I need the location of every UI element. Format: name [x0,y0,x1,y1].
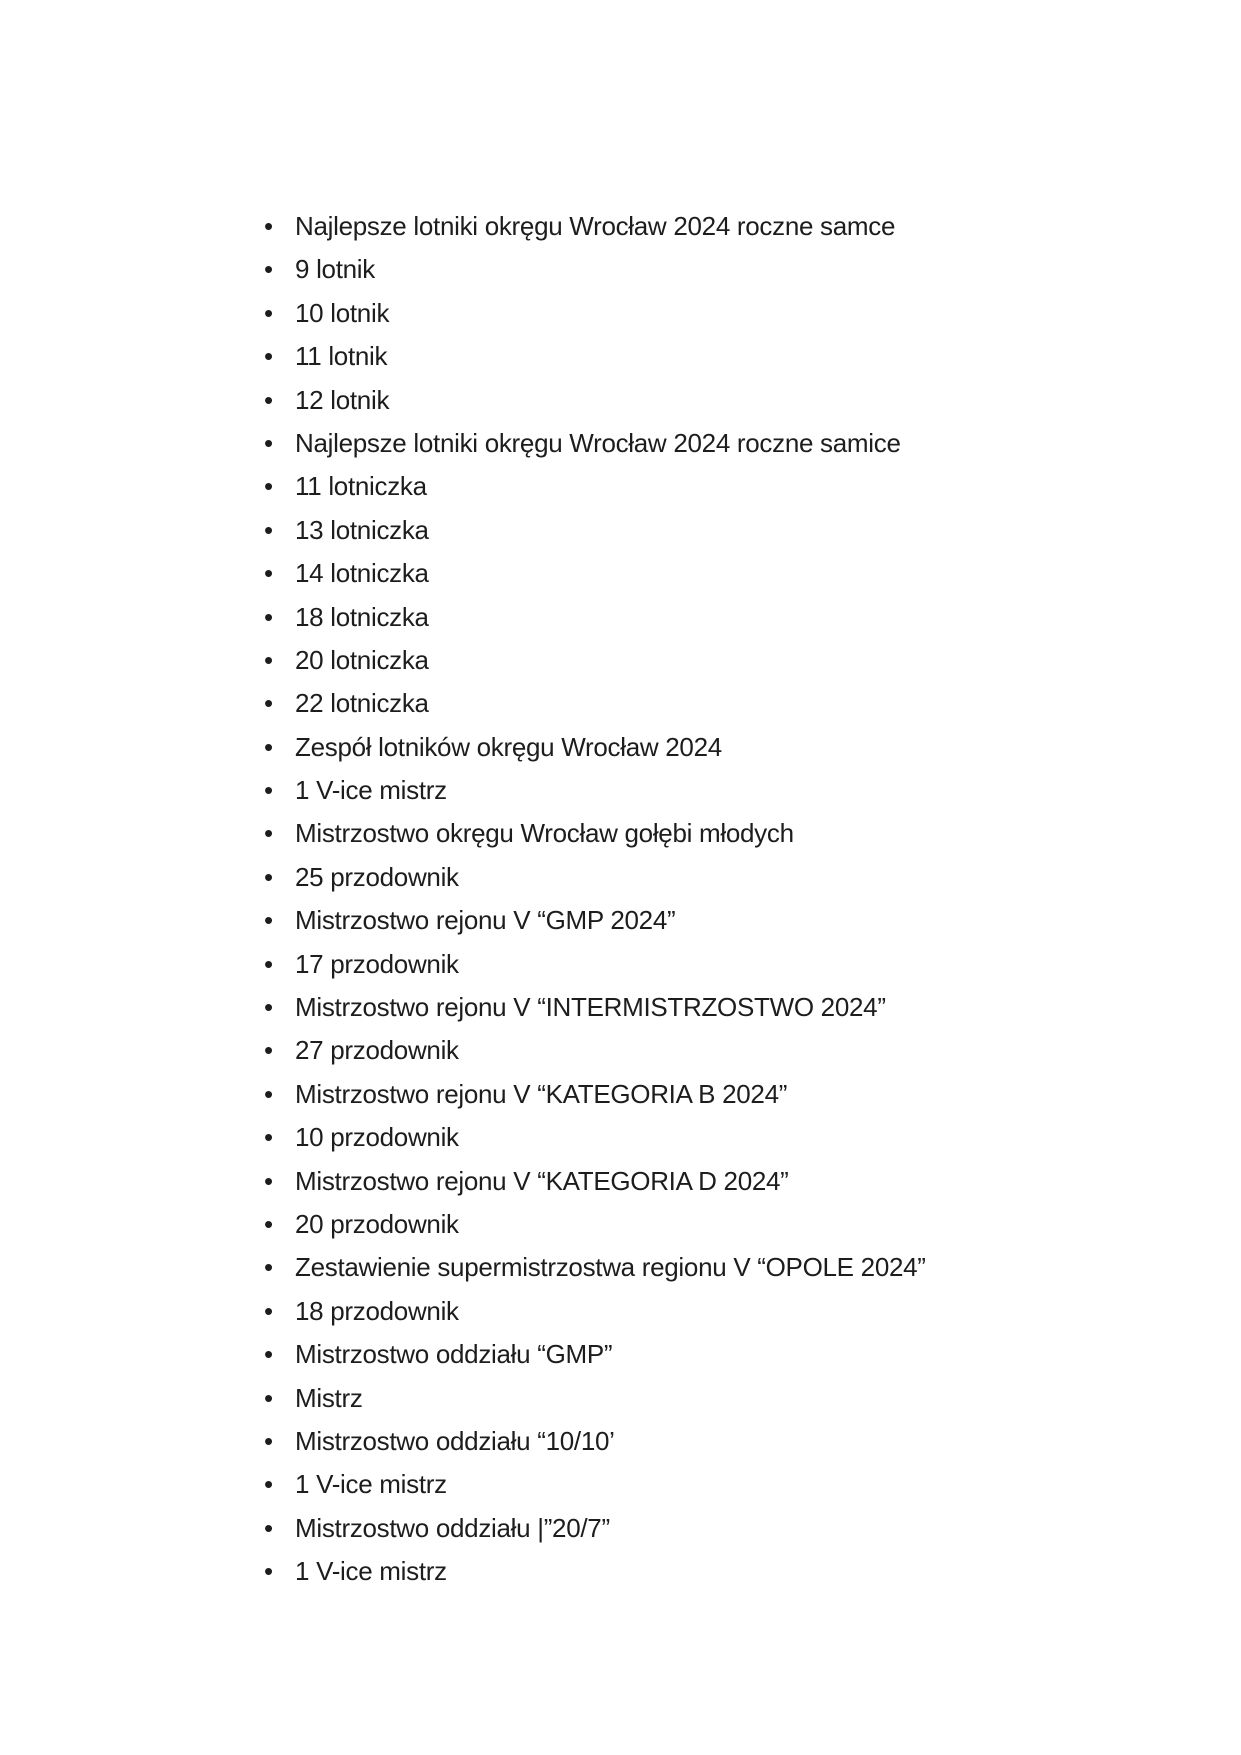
list-item [264,1377,926,1420]
bullet-icon: • [264,211,273,241]
bullet-icon: • [264,341,273,372]
bullet-icon: • [264,1078,273,1109]
bullet-icon: • [264,1339,273,1370]
list-item [264,1463,926,1506]
list-item-text: 11 lotniczka [295,471,427,502]
list-item-text: 10 lotnik [295,297,390,328]
list-item [264,943,926,986]
list-item [264,1073,926,1116]
bullet-icon: • [264,1469,273,1500]
bullet-icon: • [264,948,273,979]
bullet-icon: • [264,1295,273,1326]
bullet-icon: • [264,775,273,806]
list-item [264,769,926,812]
list-item [264,899,926,942]
list-item-text: 1 V-ice mistrz [295,1469,447,1500]
list-item [264,986,926,1029]
list-item-text: Mistrzostwo rejonu V “KATEGORIA D 2024” [295,1165,789,1196]
list-item-text: Zespół lotników okręgu Wrocław 2024 [295,731,722,762]
list-item [264,812,926,855]
list-item [264,248,926,291]
list-item-text: 1 V-ice mistrz [295,1556,447,1587]
list-item [264,856,926,899]
list-item-text: 20 lotniczka [295,644,429,675]
list-item-text: 14 lotniczka [295,558,429,589]
list-item-text: Mistrzostwo oddziału “10/10’ [295,1425,615,1456]
list-item [264,205,926,248]
bullet-icon: • [264,601,273,632]
list-item-text: Mistrzostwo oddziału |”20/7” [295,1512,610,1543]
bullet-icon: • [264,861,273,892]
bullet-icon: • [264,1252,273,1283]
list-item-text: 13 lotniczka [295,514,429,545]
bullet-icon: • [264,1122,273,1153]
list-item [264,1507,926,1550]
list-item [264,292,926,335]
list-item-text: 12 lotnik [295,384,390,415]
list-item-text: 25 przodownik [295,861,459,892]
list-item-text: Mistrzostwo rejonu V “GMP 2024” [295,905,676,936]
list-item-text: Zestawienie supermistrzostwa regionu V “OPOLE 2024” [295,1252,926,1283]
list-item-text: 22 lotniczka [295,688,429,719]
list-item [264,1290,926,1333]
list-item-text: Mistrzostwo rejonu V “INTERMISTRZOSTWO 2024” [295,992,886,1023]
bullet-icon: • [264,1165,273,1196]
bullet-icon: • [264,1382,273,1413]
list-item-text: 10 przodownik [295,1122,459,1153]
list-item [264,1420,926,1463]
list-item-text: 11 lotnik [295,341,388,372]
list-item [264,596,926,639]
bullet-icon: • [264,514,273,545]
list-item-text: Mistrzostwo oddziału “GMP” [295,1339,613,1370]
bullet-icon: • [264,731,273,762]
bullet-icon: • [264,905,273,936]
list-item-text: 1 V-ice mistrz [295,775,447,806]
bullet-icon: • [264,1556,273,1587]
list-item-text: Mistrzostwo okręgu Wrocław gołębi młodych [295,818,794,849]
bullet-icon: • [264,427,273,458]
list-item-text: Najlepsze lotniki okręgu Wrocław 2024 roczne samice [295,427,901,458]
bullet-icon: • [264,644,273,675]
list-item-text: Mistrzostwo rejonu V “KATEGORIA B 2024” [295,1078,788,1109]
list-item [264,379,926,422]
bullet-icon: • [264,818,273,849]
list-item [264,1550,926,1593]
list-item-text: 17 przodownik [295,948,459,979]
bullet-icon: • [264,1425,273,1456]
list-item [264,422,926,465]
list-item-text: 20 przodownik [295,1208,459,1239]
bullet-icon: • [264,1208,273,1239]
bullet-list [264,205,926,1594]
bullet-icon: • [264,992,273,1023]
bullet-icon: • [264,384,273,415]
list-item [264,1246,926,1289]
list-item-text: 9 lotnik [295,254,375,285]
bullet-icon: • [264,558,273,589]
bullet-icon: • [264,297,273,328]
list-item-text: 18 lotniczka [295,601,429,632]
list-item [264,335,926,378]
bullet-icon: • [264,254,273,285]
list-item [264,726,926,769]
list-item [264,509,926,552]
list-item-text: 18 przodownik [295,1295,459,1326]
list-item [264,552,926,595]
list-item [264,1116,926,1159]
list-item-text: Najlepsze lotniki okręgu Wrocław 2024 roczne samce [295,211,896,241]
list-item [264,1333,926,1376]
bullet-icon: • [264,688,273,719]
list-item [264,682,926,725]
list-item [264,465,926,508]
list-item [264,639,926,682]
list-item-text: Mistrz [295,1382,363,1413]
bullet-icon: • [264,1035,273,1066]
list-item [264,1160,926,1203]
list-item-text: 27 przodownik [295,1035,459,1066]
bullet-icon: • [264,1512,273,1543]
list-item [264,1203,926,1246]
list-item [264,1029,926,1072]
bullet-icon: • [264,471,273,502]
